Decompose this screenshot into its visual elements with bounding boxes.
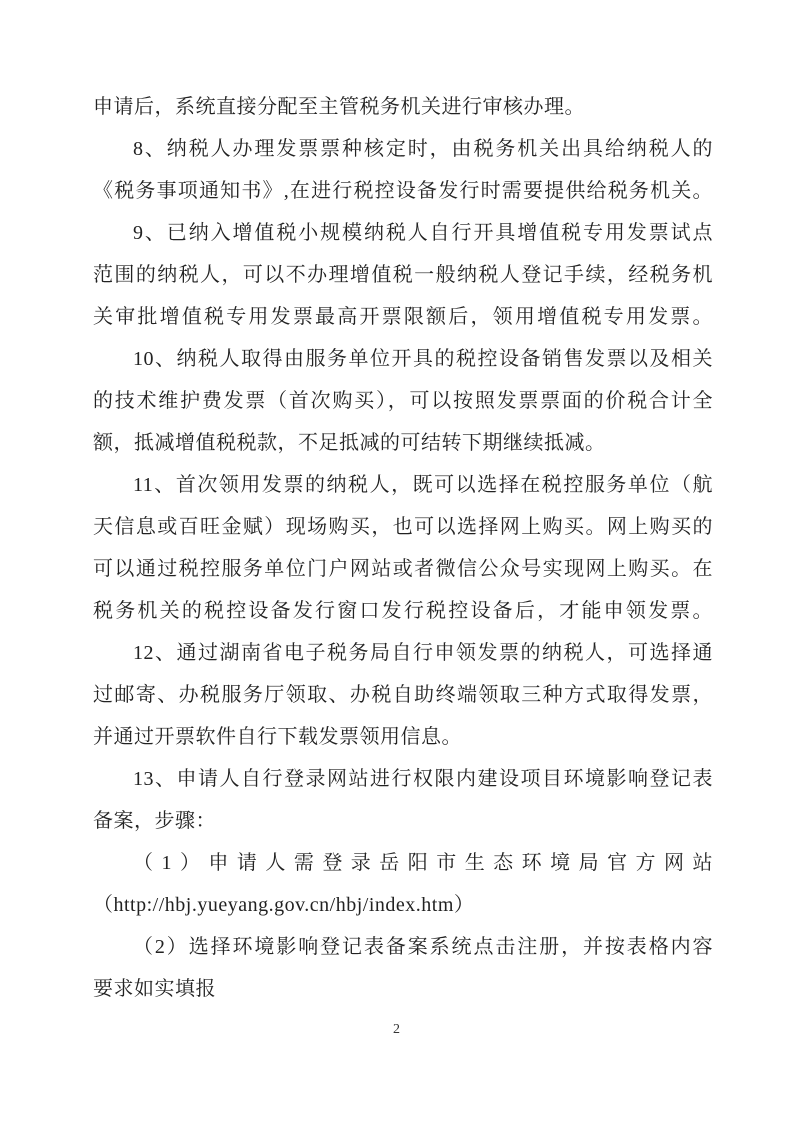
text-line: （1）申请人需登录岳阳市生态环境局官方网站 [133,852,713,874]
text-line: （http://hbj.yueyang.gov.cn/hbj/index.htm） [93,894,475,916]
text-line: 9、已纳入增值税小规模纳税人自行开具增值税专用发票试点 [133,222,713,244]
text-line: 要求如实填报 [93,978,216,1000]
text-line: 可以通过税控服务单位门户网站或者微信公众号实现网上购买。在 [93,558,713,580]
text-line: 《税务事项通知书》,在进行税控设备发行时需要提供给税务机关。 [93,180,713,202]
text-line: 天信息或百旺金赋）现场购买，也可以选择网上购买。网上购买的 [93,516,713,538]
page-number: 2 [393,1022,400,1037]
text-line: 额，抵减增值税税款，不足抵减的可结转下期继续抵减。 [93,432,606,454]
text-line: 10、纳税人取得由服务单位开具的税控设备销售发票以及相关 [133,348,713,370]
text-line: 申请后，系统直接分配至主管税务机关进行审核办理。 [93,96,585,118]
text-line: 范围的纳税人，可以不办理增值税一般纳税人登记手续，经税务机 [93,264,713,286]
text-line: 备案，步骤： [93,810,216,832]
text-line: 关审批增值税专用发票最高开票限额后，领用增值税专用发票。 [93,306,713,328]
text-line: 12、通过湖南省电子税务局自行申领发票的纳税人，可选择通 [133,642,713,664]
text-line: 并通过开票软件自行下载发票领用信息。 [93,726,462,748]
document-body [93,86,713,1010]
text-line: 11、首次领用发票的纳税人，既可以选择在税控服务单位（航 [133,474,713,496]
text-line: 13、申请人自行登录网站进行权限内建设项目环境影响登记表 [133,768,713,790]
text-line: 税务机关的税控设备发行窗口发行税控设备后，才能申领发票。 [93,600,713,622]
text-line: 过邮寄、办税服务厅领取、办税自助终端领取三种方式取得发票， [93,684,713,706]
text-line: 8、纳税人办理发票票种核定时，由税务机关出具给纳税人的 [133,138,713,160]
text-line: （2）选择环境影响登记表备案系统点击注册，并按表格内容 [133,936,713,958]
text-line: 的技术维护费发票（首次购买），可以按照发票票面的价税合计全 [93,390,713,412]
